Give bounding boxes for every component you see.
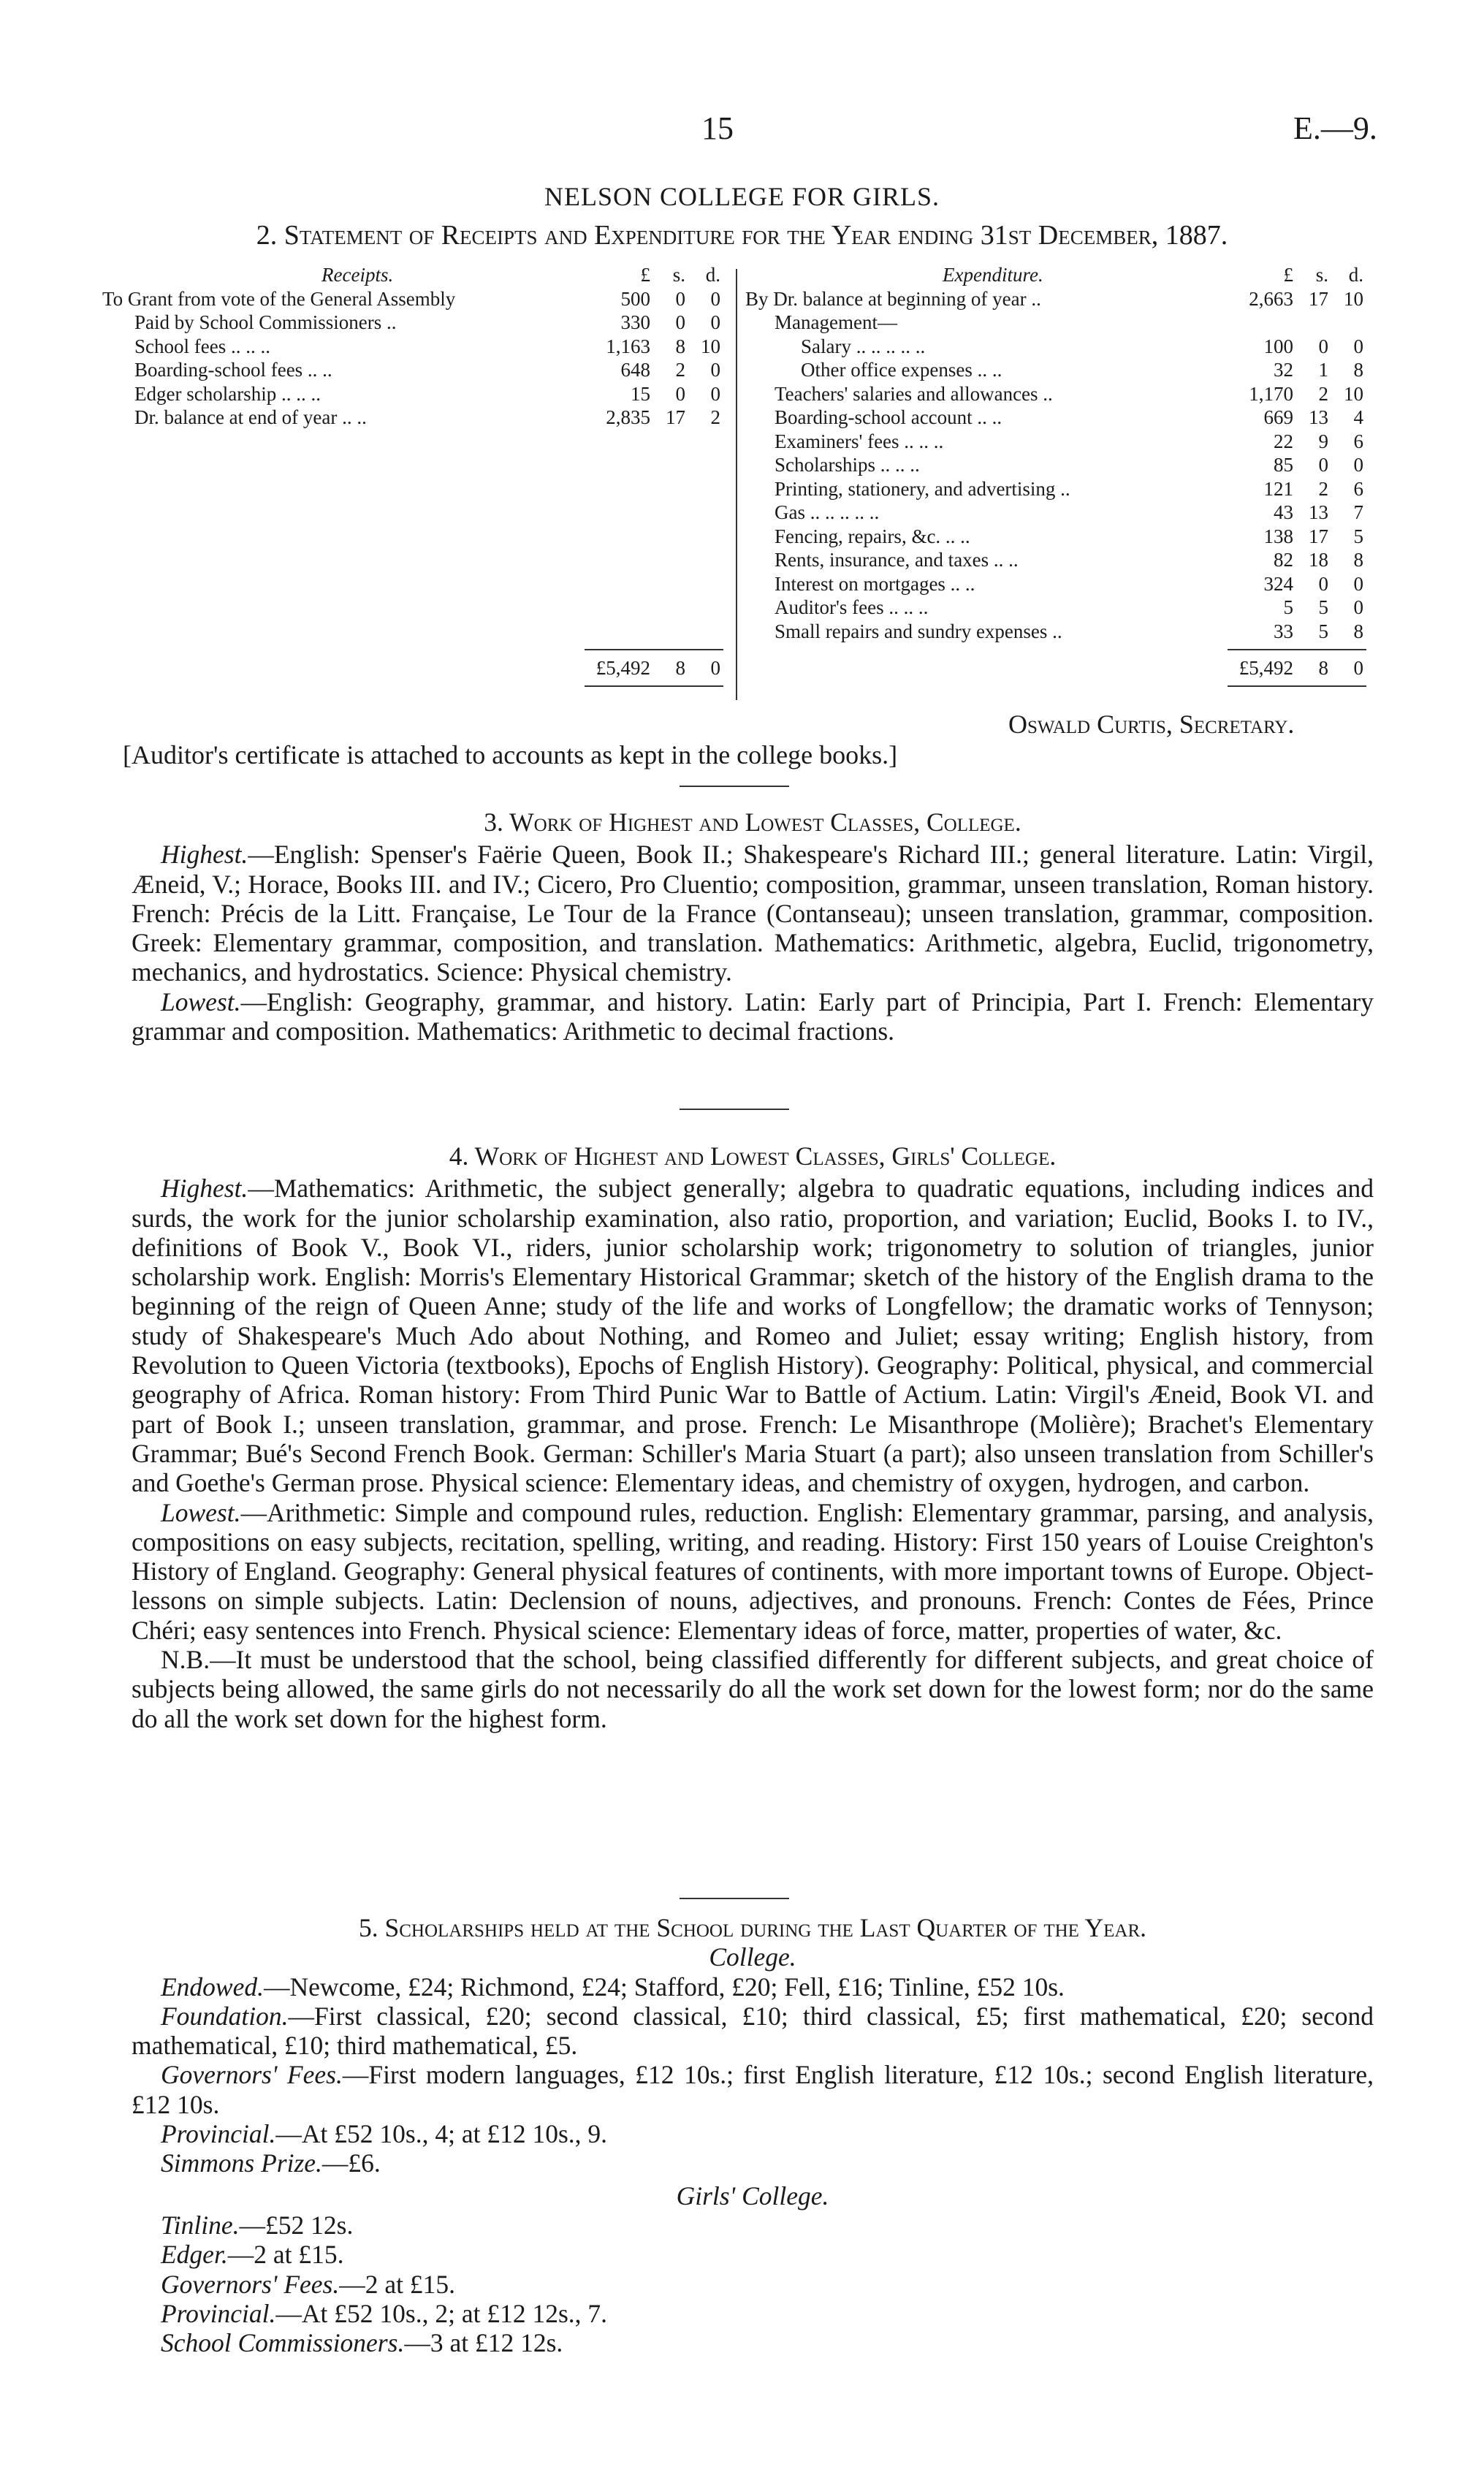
section-3-highest-label: Highest. xyxy=(161,840,248,870)
expenditure-row xyxy=(745,382,1388,406)
receipts-label: To Grant from vote of the General Assembly xyxy=(102,287,456,310)
expenditure-pounds: 32 xyxy=(1274,359,1293,381)
expenditure-row xyxy=(745,430,1388,454)
section-divider-3 xyxy=(680,1898,789,1899)
expenditure-shillings: 0 xyxy=(1318,454,1328,476)
receipts-pounds: 500 xyxy=(620,287,650,310)
expenditure-row xyxy=(745,501,1388,525)
college-scholarship-item xyxy=(132,2002,1374,2061)
receipts-table xyxy=(102,263,731,430)
expenditure-label: Interest on mortgages .. .. xyxy=(775,572,975,595)
expenditure-pounds: 43 xyxy=(1274,501,1293,523)
girls-scholarship-item-label: Provincial. xyxy=(161,2298,276,2328)
receipts-label: Boarding-school fees .. .. xyxy=(134,359,332,381)
receipts-total-rule xyxy=(585,649,723,650)
expenditure-label: Scholarships .. .. .. xyxy=(775,454,920,476)
expenditure-col-shillings: s. xyxy=(1315,264,1328,286)
girls-scholarship-item-label: Tinline. xyxy=(161,2210,240,2240)
auditor-note: [Auditor's certificate is attached to accounts as kept in the college books.] xyxy=(123,740,898,769)
expenditure-pence: 7 xyxy=(1353,501,1363,523)
expenditure-row xyxy=(745,358,1388,382)
receipts-total-rule-bottom xyxy=(585,685,723,687)
receipts-shillings: 8 xyxy=(675,335,685,357)
college-scholarship-item-text: —£6. xyxy=(321,2148,381,2178)
girls-scholarship-item xyxy=(132,2328,1374,2357)
expenditure-shillings: 13 xyxy=(1309,406,1328,428)
receipts-total xyxy=(102,656,731,680)
college-scholarship-item xyxy=(132,1972,1374,2002)
expenditure-col-pence: d. xyxy=(1348,264,1363,286)
expenditure-pounds: 82 xyxy=(1274,549,1293,571)
section-3-lowest-label: Lowest. xyxy=(161,987,241,1016)
expenditure-row xyxy=(745,596,1388,620)
expenditure-shillings: 1 xyxy=(1318,359,1328,381)
college-scholarship-item xyxy=(132,2119,1374,2148)
college-scholarship-item-text: —First classical, £20; second classical, £10; third classical, £5; first mathematical, £20; second mathematical, £10; third mathematical, £5. xyxy=(132,2001,1374,2061)
college-scholarship-item-label: Endowed. xyxy=(161,1972,264,2002)
college-scholarship-item-label: Governors' Fees. xyxy=(161,2060,343,2090)
receipts-row xyxy=(102,287,731,311)
expenditure-shillings: 2 xyxy=(1318,477,1328,500)
expenditure-header: Expenditure. xyxy=(943,264,1043,286)
expenditure-row xyxy=(745,335,1388,359)
receipts-label: Edger scholarship .. .. .. xyxy=(134,382,321,405)
section-divider-2 xyxy=(680,1109,789,1110)
college-scholarship-item xyxy=(132,2148,1374,2178)
expenditure-row xyxy=(745,572,1388,596)
expenditure-total-pounds: £5,492 xyxy=(1238,657,1293,679)
expenditure-label: Rents, insurance, and taxes .. .. xyxy=(775,549,1019,571)
expenditure-shillings: 18 xyxy=(1309,549,1328,571)
expenditure-pence: 8 xyxy=(1353,620,1363,642)
section-4-nb: N.B.—It must be understood that the school, being classified differently for different subjects, and great choice of subjects being allowed, the same girls do not necessarily do all the work set down for the lowest form; nor do the same do all the work set down for the highest form. xyxy=(132,1645,1374,1733)
expenditure-label: Management— xyxy=(775,311,897,333)
expenditure-pounds: 138 xyxy=(1263,525,1293,547)
girls-scholarship-item-text: —£52 12s. xyxy=(239,2210,354,2240)
girls-scholarship-item-label: Governors' Fees. xyxy=(161,2269,340,2299)
college-scholarship-item-text: —First modern languages, £12 10s.; first English literature, £12 10s.; second English literature, £12 10s. xyxy=(132,2060,1374,2119)
expenditure-shillings: 0 xyxy=(1318,335,1328,357)
expenditure-shillings: 0 xyxy=(1318,572,1328,595)
expenditure-shillings: 13 xyxy=(1309,501,1328,523)
expenditure-row xyxy=(745,525,1388,549)
expenditure-pence: 6 xyxy=(1353,477,1363,500)
receipts-total-pounds: £5,492 xyxy=(595,657,650,679)
expenditure-pence: 5 xyxy=(1353,525,1363,547)
receipts-pounds: 15 xyxy=(631,382,650,405)
signature: Oswald Curtis, Secretary. xyxy=(1008,710,1295,739)
receipts-pounds: 648 xyxy=(620,359,650,381)
expenditure-shillings: 9 xyxy=(1318,430,1328,452)
expenditure-pounds: 100 xyxy=(1263,335,1293,357)
section-5 xyxy=(132,1913,1374,2357)
expenditure-col-pounds: £ xyxy=(1283,264,1293,286)
college-scholarship-item xyxy=(132,2060,1374,2119)
table-divider xyxy=(736,269,737,700)
receipts-pence: 0 xyxy=(710,311,720,333)
expenditure-pence: 0 xyxy=(1353,596,1363,618)
girls-scholarship-item xyxy=(132,2270,1374,2299)
expenditure-total-pence: 0 xyxy=(1353,657,1363,679)
expenditure-pence: 10 xyxy=(1344,382,1363,405)
receipts-shillings: 0 xyxy=(675,287,685,310)
expenditure-row xyxy=(745,477,1388,501)
expenditure-label: Gas .. .. .. .. .. xyxy=(775,501,880,523)
expenditure-row xyxy=(745,620,1388,644)
expenditure-pounds: 2,663 xyxy=(1249,287,1293,310)
receipts-pence: 2 xyxy=(710,406,720,428)
receipts-col-shillings: s. xyxy=(672,264,685,286)
receipts-col-pounds: £ xyxy=(640,264,650,286)
expenditure-pounds: 22 xyxy=(1274,430,1293,452)
section-4-lowest xyxy=(132,1498,1374,1645)
expenditure-total-rule-bottom xyxy=(1228,685,1366,687)
section-5-girls-heading: Girls' College. xyxy=(676,2181,829,2211)
expenditure-shillings: 17 xyxy=(1309,287,1328,310)
section-5-college-heading: College. xyxy=(709,1942,796,1972)
expenditure-pence: 0 xyxy=(1353,335,1363,357)
girls-scholarship-item xyxy=(132,2299,1374,2328)
expenditure-shillings: 17 xyxy=(1309,525,1328,547)
section-4-highest xyxy=(132,1174,1374,1497)
receipts-total-shillings: 8 xyxy=(675,657,685,679)
expenditure-pence: 10 xyxy=(1344,287,1363,310)
receipts-pence: 0 xyxy=(710,287,720,310)
series-code: E.—9. xyxy=(1293,110,1377,146)
receipts-label: Paid by School Commissioners .. xyxy=(134,311,397,333)
girls-scholarship-item-text: —At £52 10s., 2; at £12 12s., 7. xyxy=(275,2298,608,2328)
college-scholarship-item-text: —At £52 10s., 4; at £12 10s., 9. xyxy=(275,2119,608,2149)
receipts-row xyxy=(102,382,731,406)
section-3 xyxy=(132,807,1374,1046)
receipts-row xyxy=(102,406,731,430)
expenditure-label: Fencing, repairs, &c. .. .. xyxy=(775,525,970,547)
expenditure-pounds: 121 xyxy=(1263,477,1293,500)
receipts-pence: 10 xyxy=(701,335,720,357)
expenditure-shillings: 5 xyxy=(1318,596,1328,618)
expenditure-label: Auditor's fees .. .. .. xyxy=(775,596,929,618)
expenditure-pounds: 669 xyxy=(1263,406,1293,428)
receipts-pence: 0 xyxy=(710,359,720,381)
section-3-highest xyxy=(132,840,1374,987)
section-4 xyxy=(132,1141,1374,1733)
page-title: NELSON COLLEGE FOR GIRLS. xyxy=(544,182,940,211)
expenditure-label: Printing, stationery, and advertising .. xyxy=(775,477,1070,500)
section-4-highest-label: Highest. xyxy=(161,1174,248,1204)
expenditure-total-shillings: 8 xyxy=(1318,657,1328,679)
statement-heading: 2. Statement of Receipts and Expenditure for the Year ending 31st December, 1887. xyxy=(256,220,1228,251)
receipts-label: Dr. balance at end of year .. .. xyxy=(134,406,367,428)
expenditure-label: Other office expenses .. .. xyxy=(801,359,1002,381)
girls-scholarship-item-text: —3 at £12 12s. xyxy=(404,2328,563,2358)
girls-scholarship-item xyxy=(132,2211,1374,2240)
page-number: 15 xyxy=(701,110,734,146)
section-3-lowest-text: —English: Geography, grammar, and history. Latin: Early part of Principia, Part I. French: Elementary grammar and composition. Mathematics: Arithmetic to decimal fractions. xyxy=(132,987,1374,1046)
college-scholarship-item-label: Foundation. xyxy=(161,2001,289,2031)
receipts-header: Receipts. xyxy=(321,264,394,286)
section-4-highest-text: —Mathematics: Arithmetic, the subject generally; algebra to quadratic equations, including indices and surds, the work for the junior scholarship examination, also ratio, proportion, and variation; Euclid, Books I. to IV., definitions of Book V., Book VI., riders, junior scholarship work; trigonometry to solution of triangles, junior scholarship work. English: Morris's Elementary Historical Grammar; sketch of the history of the English drama to the beginning of the reign of Queen Anne; study of the life and works of Longfellow; the dramatic works of Tennyson; study of Shakespeare's Much Ado about Nothing, and Romeo and Juliet; essay writing; English history, from Revolution to Queen Victoria (textbooks), Epochs of English History). Geography: Political, physical, and commercial geography of Africa. Roman history: From Third Punic War to Battle of Actium. Latin: Virgil's Æneid, Book VI. and part of Book I.; unseen translation, grammar, and prose. French: Le Misanthrope (Molière); Brachet's Elementary Grammar; Bué's Second French Book. German: Schiller's Maria Stuart (a part); also unseen translation from Schiller's and Goethe's German prose. Physical science: Elementary ideas, and chemistry of oxygen, hydrogen, and carbon. xyxy=(132,1174,1374,1498)
expenditure-pounds: 33 xyxy=(1274,620,1293,642)
receipts-label: School fees .. .. .. xyxy=(134,335,270,357)
expenditure-pence: 4 xyxy=(1353,406,1363,428)
girls-scholarship-item-label: Edger. xyxy=(161,2240,228,2270)
expenditure-label: Salary .. .. .. .. .. xyxy=(801,335,926,357)
expenditure-pounds: 324 xyxy=(1263,572,1293,595)
expenditure-label: Boarding-school account .. .. xyxy=(775,406,1002,428)
expenditure-pounds: 1,170 xyxy=(1249,382,1293,405)
section-3-lowest xyxy=(132,987,1374,1046)
receipts-row xyxy=(102,335,731,359)
college-scholarship-item-text: —Newcome, £24; Richmond, £24; Stafford, £20; Fell, £16; Tinline, £52 10s. xyxy=(264,1972,1065,2002)
expenditure-label: By Dr. balance at beginning of year .. xyxy=(745,287,1041,310)
expenditure-label: Small repairs and sundry expenses .. xyxy=(775,620,1062,642)
receipts-pence: 0 xyxy=(710,382,720,405)
expenditure-row xyxy=(745,406,1388,430)
receipts-shillings: 0 xyxy=(675,311,685,333)
expenditure-pence: 0 xyxy=(1353,454,1363,476)
section-3-heading: 3. Work of Highest and Lowest Classes, College. xyxy=(484,807,1021,837)
expenditure-label: Examiners' fees .. .. .. xyxy=(775,430,944,452)
receipts-shillings: 0 xyxy=(675,382,685,405)
expenditure-row xyxy=(745,453,1388,477)
expenditure-shillings: 2 xyxy=(1318,382,1328,405)
college-scholarship-item-label: Provincial. xyxy=(161,2119,276,2149)
expenditure-pence: 0 xyxy=(1353,572,1363,595)
expenditure-row xyxy=(745,287,1388,311)
section-4-lowest-text: —Arithmetic: Simple and compound rules, reduction. English: Elementary grammar, parsing, and analysis, compositions on easy subjects, recitation, spelling, writing, and reading. History: First 150 years of Louise Creighton's History of England. Geography: General physical features of continents, with more important towns of Europe. Object-lessons on simple subjects. Latin: Declension of nouns, adjectives, and pronouns. French: Contes de Fées, Prince Chéri; easy sentences into French. Physical science: Elementary ideas of force, matter, properties of water, &c. xyxy=(132,1497,1374,1645)
expenditure-total xyxy=(745,656,1388,680)
expenditure-pence: 8 xyxy=(1353,359,1363,381)
expenditure-pounds: 5 xyxy=(1283,596,1293,618)
expenditure-pence: 8 xyxy=(1353,549,1363,571)
expenditure-label: Teachers' salaries and allowances .. xyxy=(775,382,1053,405)
girls-scholarship-item-label: School Commissioners. xyxy=(161,2328,405,2358)
section-4-lowest-label: Lowest. xyxy=(161,1497,241,1527)
expenditure-pounds: 85 xyxy=(1274,454,1293,476)
receipts-shillings: 2 xyxy=(675,359,685,381)
receipts-row xyxy=(102,358,731,382)
section-4-heading: 4. Work of Highest and Lowest Classes, Girls' College. xyxy=(449,1141,1057,1171)
college-scholarship-item-label: Simmons Prize. xyxy=(161,2148,322,2178)
expenditure-row xyxy=(745,548,1388,572)
receipts-pounds: 1,163 xyxy=(606,335,650,357)
expenditure-row xyxy=(745,311,1388,335)
section-divider-1 xyxy=(680,786,789,787)
girls-scholarship-item-text: —2 at £15. xyxy=(227,2240,344,2270)
girls-scholarship-item xyxy=(132,2240,1374,2269)
expenditure-total-rule xyxy=(1228,649,1366,650)
receipts-pounds: 2,835 xyxy=(606,406,650,428)
receipts-pounds: 330 xyxy=(620,311,650,333)
receipts-total-pence: 0 xyxy=(710,657,720,679)
girls-scholarship-item-text: —2 at £15. xyxy=(339,2269,455,2299)
expenditure-table xyxy=(745,263,1388,643)
receipts-row xyxy=(102,311,731,335)
section-3-highest-text: —English: Spenser's Faërie Queen, Book II.; Shakespeare's Richard III.; general literature. Latin: Virgil, Æneid, V.; Horace, Books III. and IV.; Cicero, Pro Cluentio; composition, grammar, unseen translation, Roman history. French: Précis de la Litt. Française, Le Tour de la France (Contanseau); unseen translation, grammar, composition. Greek: Elementary grammar, composition, and translation. Mathematics: Arithmetic, algebra, Euclid, trigonometry, mechanics, and hydrostatics. Science: Physical chemistry. xyxy=(132,840,1374,987)
section-5-heading: 5. Scholarships held at the School during the Last Quarter of the Year. xyxy=(358,1913,1146,1942)
expenditure-pence: 6 xyxy=(1353,430,1363,452)
receipts-col-pence: d. xyxy=(705,264,720,286)
receipts-shillings: 17 xyxy=(666,406,685,428)
expenditure-shillings: 5 xyxy=(1318,620,1328,642)
